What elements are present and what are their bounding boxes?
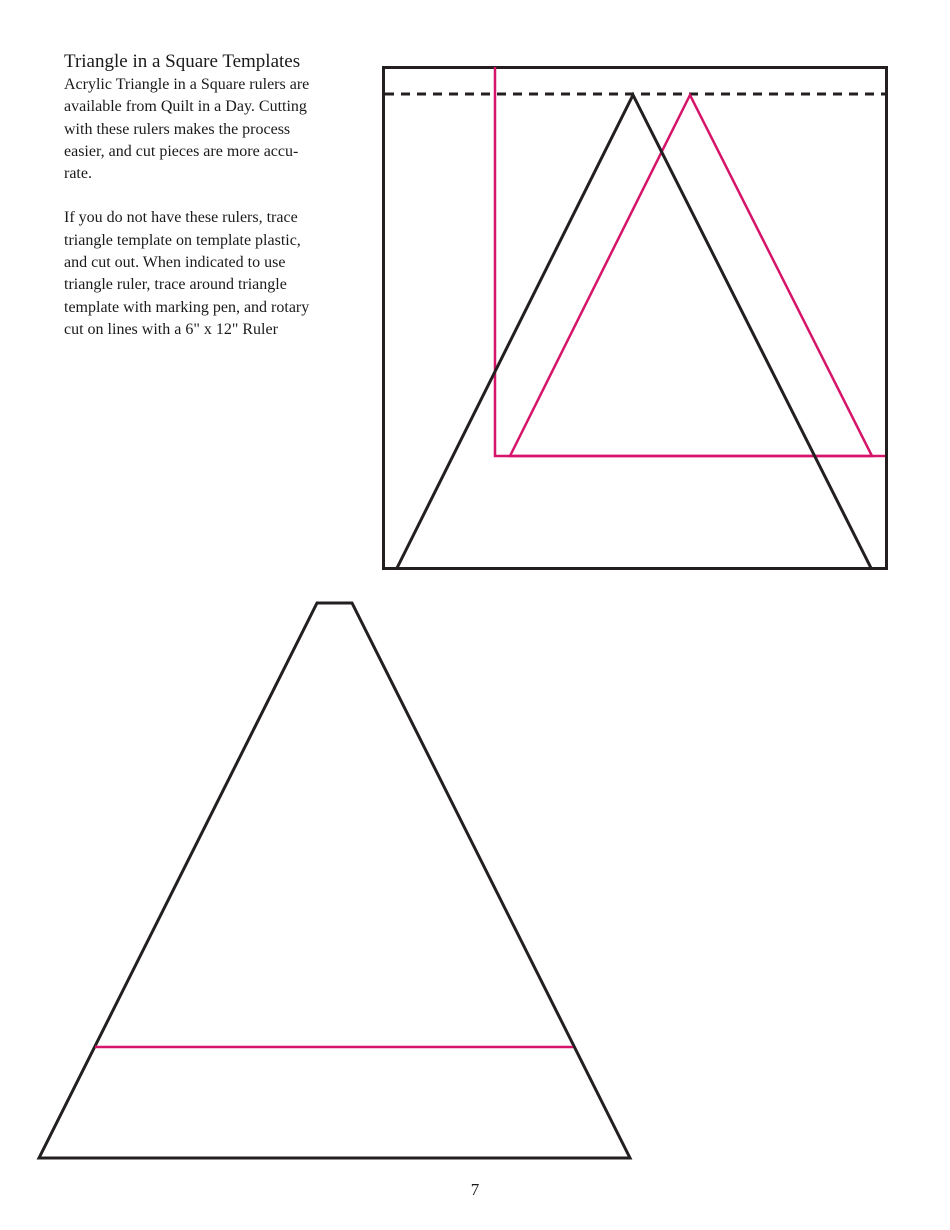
paragraph-line: easier, and cut pieces are more accu-	[64, 142, 299, 160]
paragraph-line: triangle template on template plastic,	[64, 231, 301, 249]
triangle-template-outline	[39, 603, 630, 1158]
large-triangle-outline	[397, 95, 871, 568]
square-outline	[384, 68, 887, 569]
page-number: 7	[470, 1180, 480, 1199]
paragraph-line: cut on lines with a 6" x 12" Ruler	[64, 320, 278, 338]
paragraph-line: Acrylic Triangle in a Square rulers are	[64, 76, 310, 93]
page-title: Triangle in a Square Templates	[64, 51, 301, 72]
paragraph-line: with these rulers makes the process	[64, 120, 291, 138]
accent-small-triangle	[510, 95, 872, 456]
paragraph-line: template with marking pen, and rotary	[64, 298, 310, 316]
square-template-diagram	[384, 67, 887, 569]
paragraph-line: rate.	[64, 165, 92, 183]
triangle-template-diagram	[39, 603, 630, 1158]
accent-corner-rectangle	[495, 67, 885, 456]
paragraph-line: triangle ruler, trace around triangle	[64, 276, 287, 294]
paragraph-line: If you do not have these rulers, trace	[64, 209, 298, 227]
paragraph-line: available from Quilt in a Day. Cutting	[64, 98, 307, 116]
paragraph-line: and cut out. When indicated to use	[64, 254, 286, 272]
